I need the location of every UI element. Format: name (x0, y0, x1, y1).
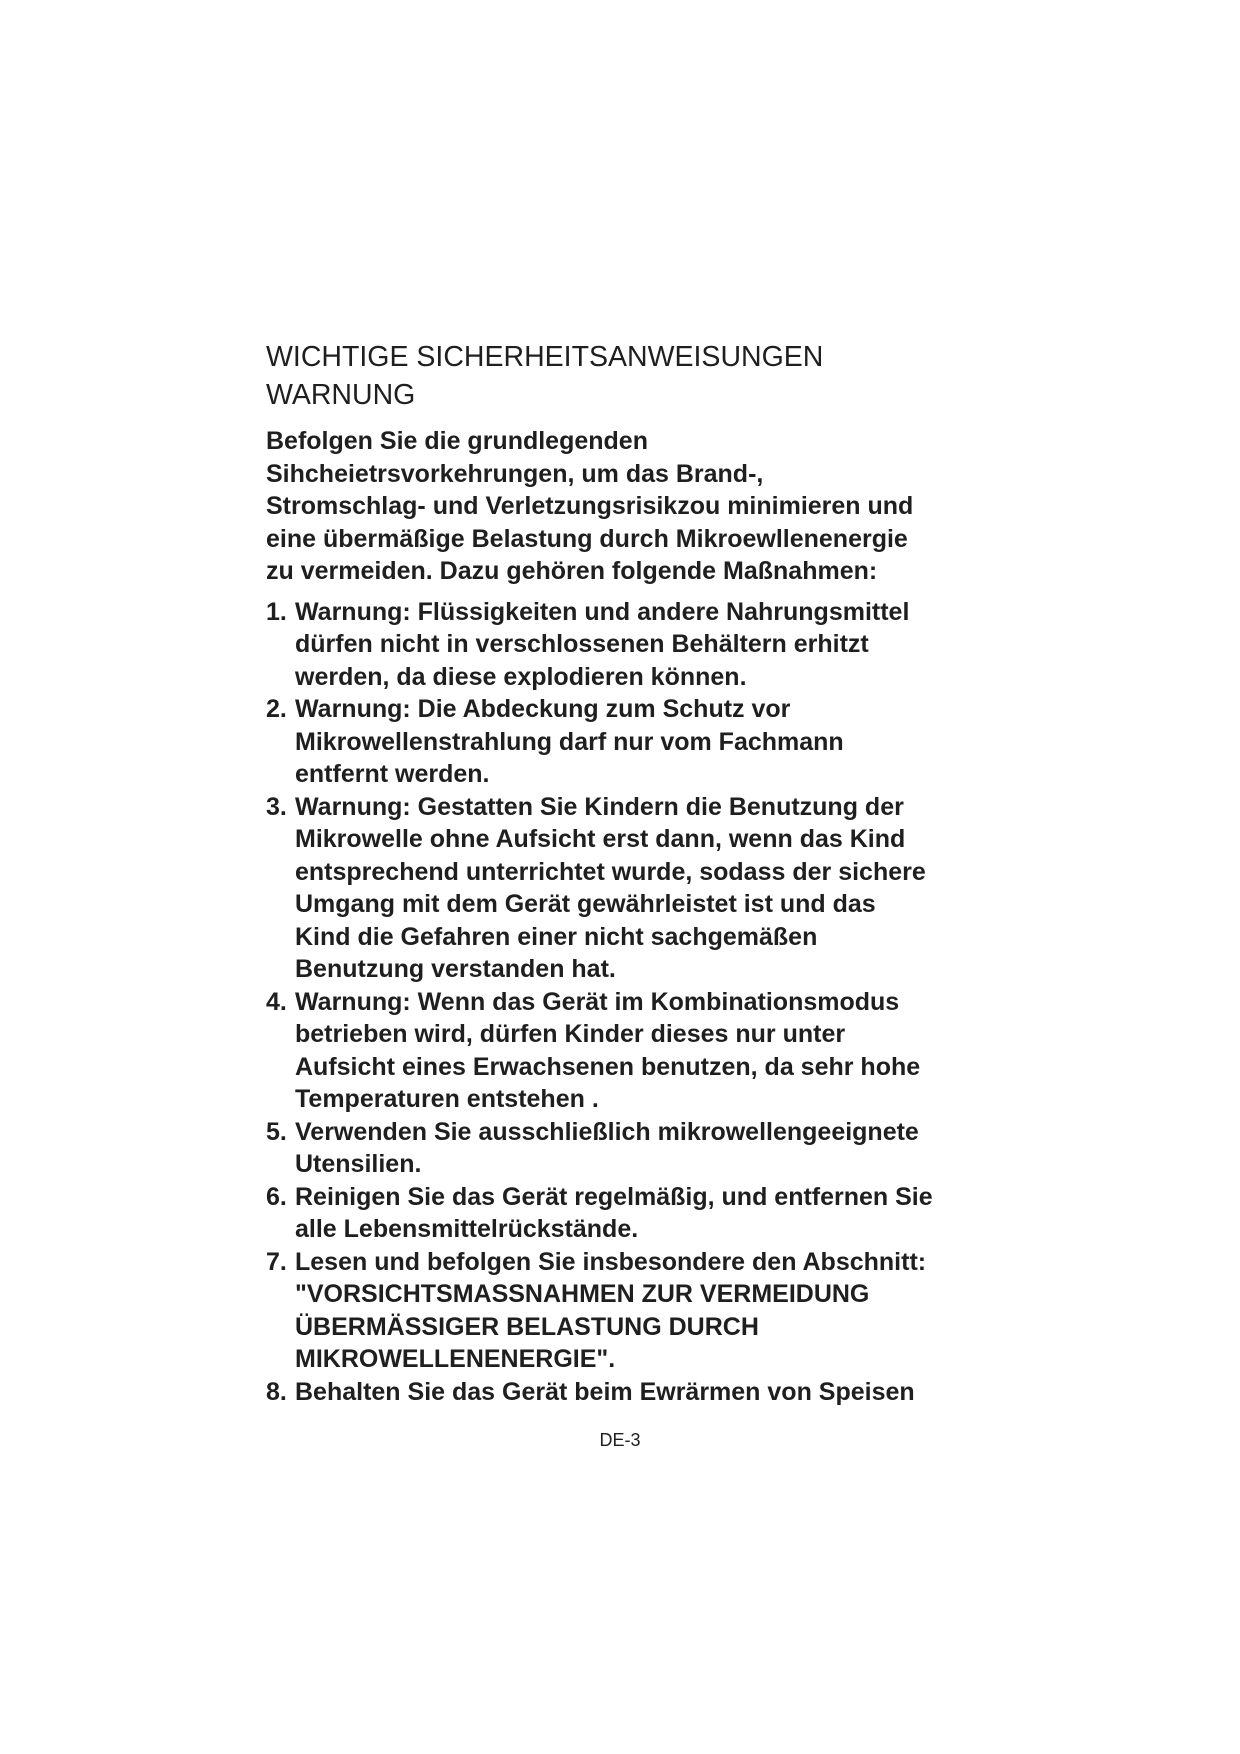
list-item-number: 4. (266, 987, 287, 1016)
intro-line: Befolgen Sie die grundlegenden (266, 427, 648, 455)
list-item-line: entfernt werden. (295, 760, 490, 788)
list-item-number: 2. (266, 695, 287, 723)
list-item-number: 1. (266, 597, 287, 626)
list-item (266, 596, 1006, 694)
list-item (266, 1116, 1006, 1181)
list-item-line: Umgang mit dem Gerät gewährleistet ist und das (295, 890, 876, 918)
list-item-line: Behalten Sie das Gerät beim Ewrärmen von Speisen (295, 1377, 915, 1406)
list-item-line: Utensilien. (295, 1150, 422, 1178)
list-item-line: Benutzung verstanden hat. (295, 955, 616, 983)
list-item-line: Warnung: Gestatten Sie Kindern die Benutzung der (295, 792, 904, 821)
list-item-line: Temperaturen entstehen . (295, 1085, 599, 1113)
list-item-number: 7. (266, 1247, 287, 1276)
list-item (266, 1376, 1006, 1409)
safety-list (266, 596, 1006, 1409)
intro-paragraph (266, 425, 1006, 588)
page-content (266, 338, 1006, 1408)
list-item-line: alle Lebensmittelrückstände. (295, 1215, 639, 1243)
list-item-line: dürfen nicht in verschlossenen Behältern erhitzt (295, 630, 869, 658)
list-item-line: betrieben wird, dürfen Kinder dieses nur unter (295, 1020, 846, 1048)
list-item-line: Reinigen Sie das Gerät regelmäßig, und entfernen Sie (295, 1182, 933, 1211)
list-item-line: entsprechend unterrichtet wurde, sodass der sichere (295, 857, 926, 886)
list-item-line: MIKROWELLENENERGIE". (295, 1345, 616, 1373)
list-item (266, 791, 1006, 986)
list-item-line: Kind die Gefahren einer nicht sachgemäßen (295, 922, 818, 951)
intro-line: eine übermäßige Belastung durch Mikroewllenenergie (266, 524, 908, 553)
list-item (266, 1246, 1006, 1376)
list-item-number: 6. (266, 1182, 287, 1211)
list-item-line: Verwenden Sie ausschließlich mikrowellengeeignete (295, 1117, 919, 1146)
list-item-line: Mikrowellenstrahlung darf nur vom Fachmann (295, 727, 844, 756)
list-item-line: Warnung: Wenn das Gerät im Kombinationsmodus (295, 987, 900, 1016)
list-item-line: Aufsicht eines Erwachsenen benutzen, da sehr hohe (295, 1052, 921, 1081)
page-number: DE-3 (599, 1430, 641, 1450)
list-item-line: Warnung: Die Abdeckung zum Schutz vor (295, 695, 791, 723)
list-item (266, 1181, 1006, 1246)
list-item-number: 5. (266, 1117, 287, 1146)
page-title: WICHTIGE SICHERHEITSANWEISUNGEN (266, 341, 824, 373)
list-item-number: 8. (266, 1377, 287, 1406)
list-item (266, 693, 1006, 791)
list-item-line: Mikrowelle ohne Aufsicht erst dann, wenn das Kind (295, 825, 906, 853)
page-subtitle: WARNUNG (266, 379, 416, 411)
list-item-line: Warnung: Flüssigkeiten und andere Nahrungsmittel (295, 597, 910, 626)
intro-line: Stromschlag- und Verletzungsrisikzou minimieren und (266, 492, 914, 520)
intro-line: zu vermeiden. Dazu gehören folgende Maßnahmen: (266, 557, 878, 585)
intro-line: Sihcheietrsvorkehrungen, um das Brand-, (266, 459, 764, 488)
list-item-number: 3. (266, 792, 287, 821)
list-item-line: "VORSICHTSMASSNAHMEN ZUR VERMEIDUNG (295, 1280, 870, 1308)
list-item (266, 986, 1006, 1116)
list-item-line: Lesen und befolgen Sie insbesondere den Abschnitt: (295, 1247, 927, 1276)
list-item-line: ÜBERMÄSSIGER BELASTUNG DURCH (295, 1312, 759, 1341)
list-item-line: werden, da diese explodieren können. (295, 662, 747, 691)
